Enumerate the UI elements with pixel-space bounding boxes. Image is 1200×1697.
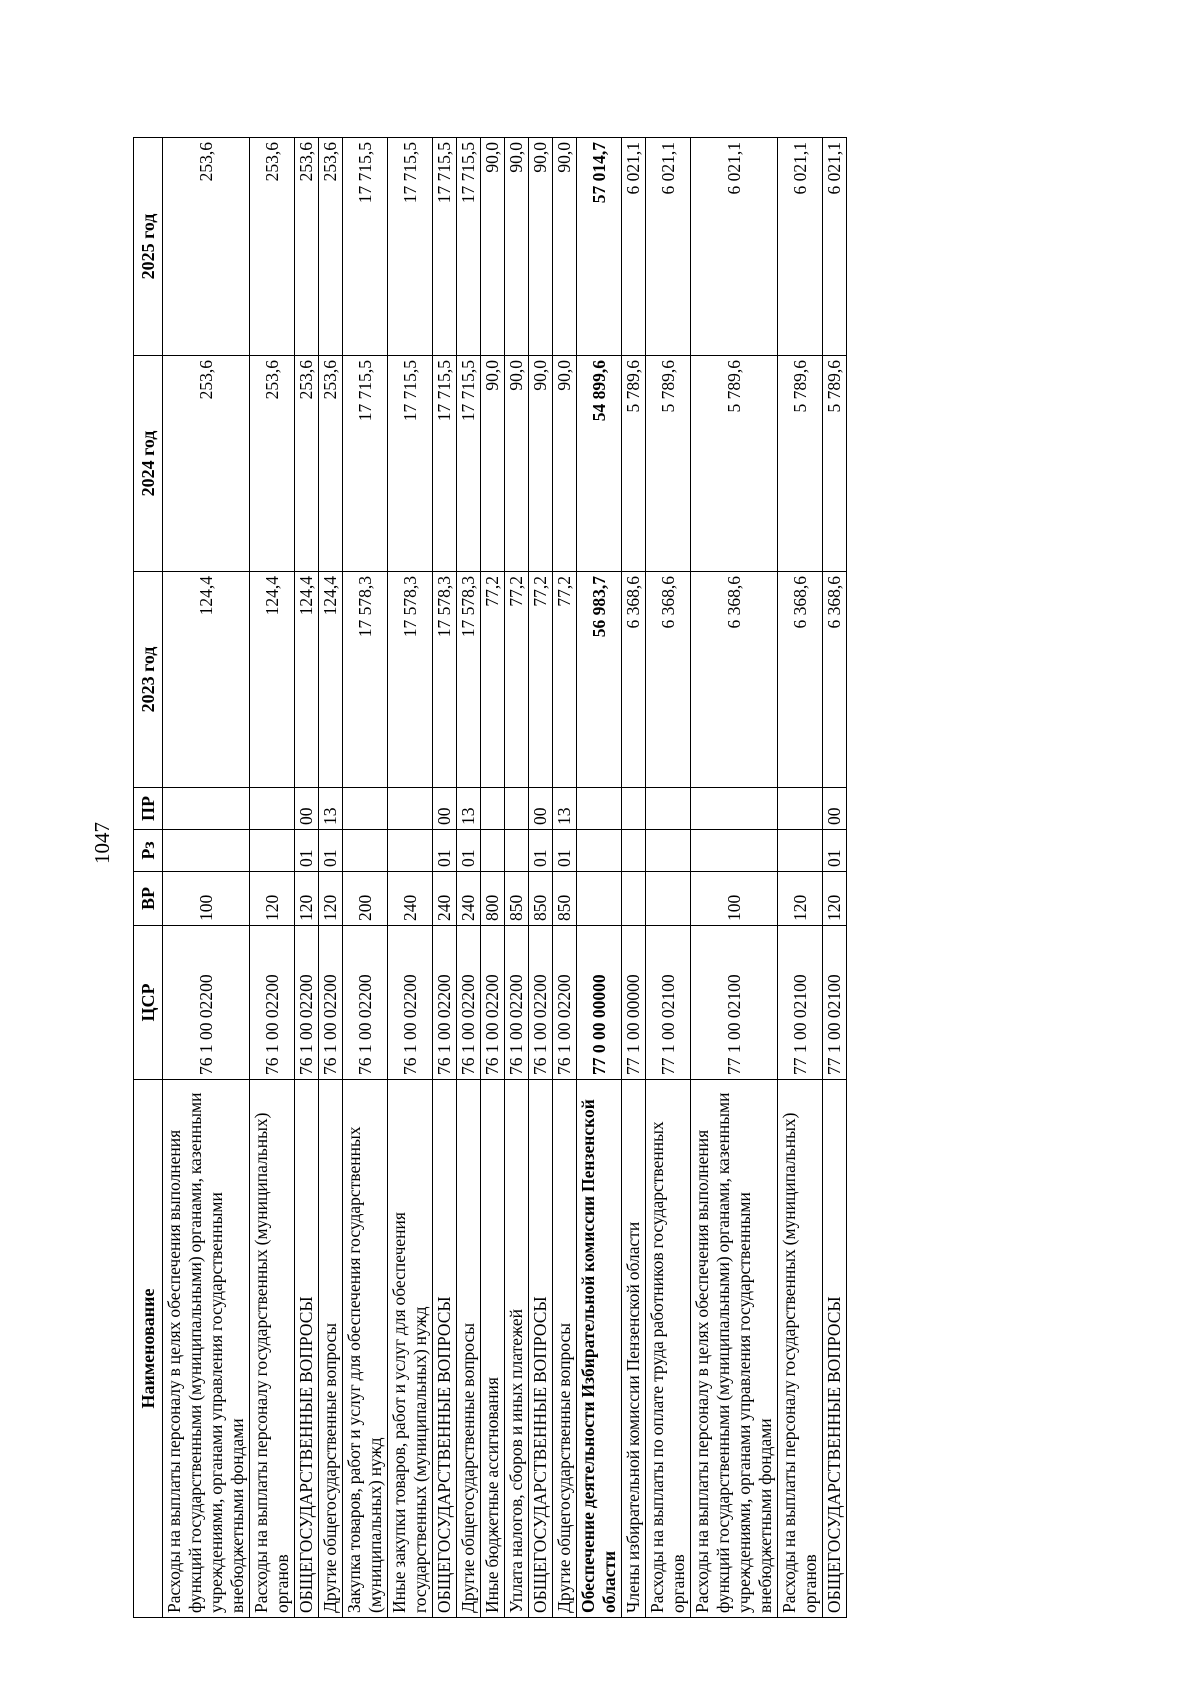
cell-pr (388, 788, 433, 830)
cell-2025: 90,0 (529, 138, 553, 356)
cell-2023: 124,4 (295, 572, 319, 788)
cell-csr: 76 1 00 02200 (250, 926, 295, 1080)
cell-2024: 253,6 (295, 356, 319, 572)
cell-2025: 6 021,1 (691, 138, 778, 356)
cell-name: Члены избирательной комиссии Пензенской области (622, 1080, 646, 1618)
cell-2023: 17 578,3 (388, 572, 433, 788)
cell-name: ОБЩЕГОСУДАРСТВЕННЫЕ ВОПРОСЫ (433, 1080, 457, 1618)
table-row (295, 138, 319, 1618)
cell-2023: 6 368,6 (691, 572, 778, 788)
page-number: 1047 (90, 822, 114, 864)
cell-rz: 01 (295, 830, 319, 872)
cell-pr (622, 788, 646, 830)
cell-rz: 01 (433, 830, 457, 872)
header-rz: Рз (134, 830, 163, 872)
cell-csr: 77 1 00 02100 (823, 926, 847, 1080)
table-row (433, 138, 457, 1618)
table-row (481, 138, 505, 1618)
cell-2025: 90,0 (505, 138, 529, 356)
cell-rz (778, 830, 823, 872)
cell-2023: 77,2 (529, 572, 553, 788)
cell-2023: 6 368,6 (646, 572, 691, 788)
cell-csr: 77 1 00 02100 (778, 926, 823, 1080)
cell-2024: 90,0 (481, 356, 505, 572)
cell-2024: 5 789,6 (646, 356, 691, 572)
cell-2023: 6 368,6 (622, 572, 646, 788)
cell-2025: 90,0 (553, 138, 577, 356)
cell-rz (163, 830, 250, 872)
cell-2024: 17 715,5 (433, 356, 457, 572)
cell-csr: 77 1 00 02100 (691, 926, 778, 1080)
cell-vr: 240 (433, 872, 457, 926)
cell-pr: 00 (295, 788, 319, 830)
header-vr: ВР (134, 872, 163, 926)
cell-pr: 13 (319, 788, 343, 830)
table-row (622, 138, 646, 1618)
table-row (505, 138, 529, 1618)
cell-2024: 17 715,5 (388, 356, 433, 572)
cell-2023: 6 368,6 (823, 572, 847, 788)
cell-2023: 124,4 (250, 572, 295, 788)
cell-2023: 124,4 (163, 572, 250, 788)
cell-vr (577, 872, 622, 926)
cell-name: Другие общегосударственные вопросы (319, 1080, 343, 1618)
cell-csr: 76 1 00 02200 (505, 926, 529, 1080)
cell-2024: 5 789,6 (622, 356, 646, 572)
table-row (553, 138, 577, 1618)
cell-vr: 850 (553, 872, 577, 926)
table-row (691, 138, 778, 1618)
cell-pr (577, 788, 622, 830)
cell-csr: 77 1 00 00000 (622, 926, 646, 1080)
cell-pr (343, 788, 388, 830)
header-2025: 2025 год (134, 138, 163, 356)
cell-rz (622, 830, 646, 872)
cell-vr: 850 (529, 872, 553, 926)
cell-2024: 90,0 (529, 356, 553, 572)
cell-vr: 800 (481, 872, 505, 926)
cell-csr: 77 1 00 02100 (646, 926, 691, 1080)
cell-2025: 17 715,5 (388, 138, 433, 356)
cell-name: Иные закупки товаров, работ и услуг для обеспечения государственных (муниципальных) нужд (388, 1080, 433, 1618)
cell-2025: 6 021,1 (646, 138, 691, 356)
cell-csr: 76 1 00 02200 (529, 926, 553, 1080)
cell-pr: 00 (823, 788, 847, 830)
cell-name: Другие общегосударственные вопросы (457, 1080, 481, 1618)
cell-pr: 13 (457, 788, 481, 830)
cell-2025: 253,6 (250, 138, 295, 356)
cell-csr: 76 1 00 02200 (553, 926, 577, 1080)
cell-csr: 76 1 00 02200 (319, 926, 343, 1080)
table-row (163, 138, 250, 1618)
cell-2025: 17 715,5 (457, 138, 481, 356)
cell-rz (646, 830, 691, 872)
cell-pr: 00 (529, 788, 553, 830)
cell-2025: 90,0 (481, 138, 505, 356)
cell-name: Расходы на выплаты персоналу государственных (муниципальных) органов (778, 1080, 823, 1618)
table-header-row (134, 138, 163, 1618)
table-row (250, 138, 295, 1618)
header-pr: ПР (134, 788, 163, 830)
cell-rz: 01 (319, 830, 343, 872)
cell-vr: 100 (163, 872, 250, 926)
cell-csr: 76 1 00 02200 (388, 926, 433, 1080)
cell-vr: 850 (505, 872, 529, 926)
cell-pr: 00 (433, 788, 457, 830)
cell-2025: 57 014,7 (577, 138, 622, 356)
cell-rz: 01 (823, 830, 847, 872)
cell-2023: 17 578,3 (433, 572, 457, 788)
cell-2025: 6 021,1 (778, 138, 823, 356)
table-row (343, 138, 388, 1618)
cell-2023: 124,4 (319, 572, 343, 788)
cell-2024: 90,0 (505, 356, 529, 572)
cell-vr: 240 (388, 872, 433, 926)
cell-name: Иные бюджетные ассигнования (481, 1080, 505, 1618)
cell-2024: 5 789,6 (823, 356, 847, 572)
cell-rz (505, 830, 529, 872)
cell-2023: 6 368,6 (778, 572, 823, 788)
cell-pr (481, 788, 505, 830)
cell-2024: 5 789,6 (691, 356, 778, 572)
cell-name: ОБЩЕГОСУДАРСТВЕННЫЕ ВОПРОСЫ (295, 1080, 319, 1618)
cell-vr: 120 (778, 872, 823, 926)
cell-rz: 01 (529, 830, 553, 872)
cell-2023: 17 578,3 (457, 572, 481, 788)
cell-vr (622, 872, 646, 926)
cell-csr: 76 1 00 02200 (343, 926, 388, 1080)
cell-rz (577, 830, 622, 872)
header-csr: ЦСР (134, 926, 163, 1080)
cell-rz: 01 (457, 830, 481, 872)
cell-pr (778, 788, 823, 830)
table-row (388, 138, 433, 1618)
cell-2024: 253,6 (319, 356, 343, 572)
cell-2025: 6 021,1 (823, 138, 847, 356)
cell-2025: 253,6 (319, 138, 343, 356)
cell-2025: 6 021,1 (622, 138, 646, 356)
cell-pr: 13 (553, 788, 577, 830)
cell-2024: 253,6 (163, 356, 250, 572)
cell-pr (505, 788, 529, 830)
cell-rz: 01 (553, 830, 577, 872)
cell-name: Обеспечение деятельности Избирательной комиссии Пензенской области (577, 1080, 622, 1618)
cell-name: Расходы на выплаты по оплате труда работников государственных органов (646, 1080, 691, 1618)
table-row (529, 138, 553, 1618)
table-body (163, 138, 847, 1618)
cell-vr: 120 (250, 872, 295, 926)
cell-csr: 76 1 00 02200 (481, 926, 505, 1080)
cell-vr (646, 872, 691, 926)
table-row (646, 138, 691, 1618)
cell-name: ОБЩЕГОСУДАРСТВЕННЫЕ ВОПРОСЫ (823, 1080, 847, 1618)
cell-pr (646, 788, 691, 830)
cell-2025: 253,6 (295, 138, 319, 356)
budget-table (133, 137, 847, 1618)
cell-name: Закупка товаров, работ и услуг для обеспечения государственных (муниципальных) нужд (343, 1080, 388, 1618)
cell-pr (163, 788, 250, 830)
cell-2023: 77,2 (481, 572, 505, 788)
cell-2024: 17 715,5 (457, 356, 481, 572)
cell-rz (250, 830, 295, 872)
cell-name: Расходы на выплаты персоналу государственных (муниципальных) органов (250, 1080, 295, 1618)
cell-rz (691, 830, 778, 872)
cell-csr: 76 1 00 02200 (163, 926, 250, 1080)
cell-pr (691, 788, 778, 830)
cell-csr: 76 1 00 02200 (457, 926, 481, 1080)
cell-2024: 54 899,6 (577, 356, 622, 572)
cell-2024: 90,0 (553, 356, 577, 572)
cell-2024: 17 715,5 (343, 356, 388, 572)
cell-csr: 76 1 00 02200 (433, 926, 457, 1080)
cell-rz (343, 830, 388, 872)
cell-vr: 100 (691, 872, 778, 926)
cell-pr (250, 788, 295, 830)
cell-2023: 77,2 (505, 572, 529, 788)
cell-vr: 240 (457, 872, 481, 926)
cell-name: Уплата налогов, сборов и иных платежей (505, 1080, 529, 1618)
table-row (457, 138, 481, 1618)
table-row (577, 138, 622, 1618)
cell-2025: 253,6 (163, 138, 250, 356)
cell-name: Расходы на выплаты персоналу в целях обеспечения выполнения функций государственными (муниципальными) органами, казенными учреждениями, органами управления государственными внебюджетными фондами (163, 1080, 250, 1618)
cell-2023: 56 983,7 (577, 572, 622, 788)
cell-csr: 77 0 00 00000 (577, 926, 622, 1080)
cell-vr: 120 (295, 872, 319, 926)
rotated-table-wrapper (133, 138, 1091, 1618)
cell-2024: 5 789,6 (778, 356, 823, 572)
cell-name: ОБЩЕГОСУДАРСТВЕННЫЕ ВОПРОСЫ (529, 1080, 553, 1618)
header-2023: 2023 год (134, 572, 163, 788)
cell-name: Другие общегосударственные вопросы (553, 1080, 577, 1618)
cell-rz (388, 830, 433, 872)
header-2024: 2024 год (134, 356, 163, 572)
cell-vr: 120 (823, 872, 847, 926)
cell-vr: 120 (319, 872, 343, 926)
cell-name: Расходы на выплаты персоналу в целях обеспечения выполнения функций государственными (муниципальными) органами, казенными учреждениями, органами управления государственными внебюджетными фондами (691, 1080, 778, 1618)
cell-2024: 253,6 (250, 356, 295, 572)
cell-2023: 77,2 (553, 572, 577, 788)
cell-vr: 200 (343, 872, 388, 926)
cell-csr: 76 1 00 02200 (295, 926, 319, 1080)
table-row (319, 138, 343, 1618)
header-name: Наименование (134, 1080, 163, 1618)
table-row (778, 138, 823, 1618)
cell-rz (481, 830, 505, 872)
cell-2025: 17 715,5 (343, 138, 388, 356)
cell-2023: 17 578,3 (343, 572, 388, 788)
cell-2025: 17 715,5 (433, 138, 457, 356)
table-row (823, 138, 847, 1618)
